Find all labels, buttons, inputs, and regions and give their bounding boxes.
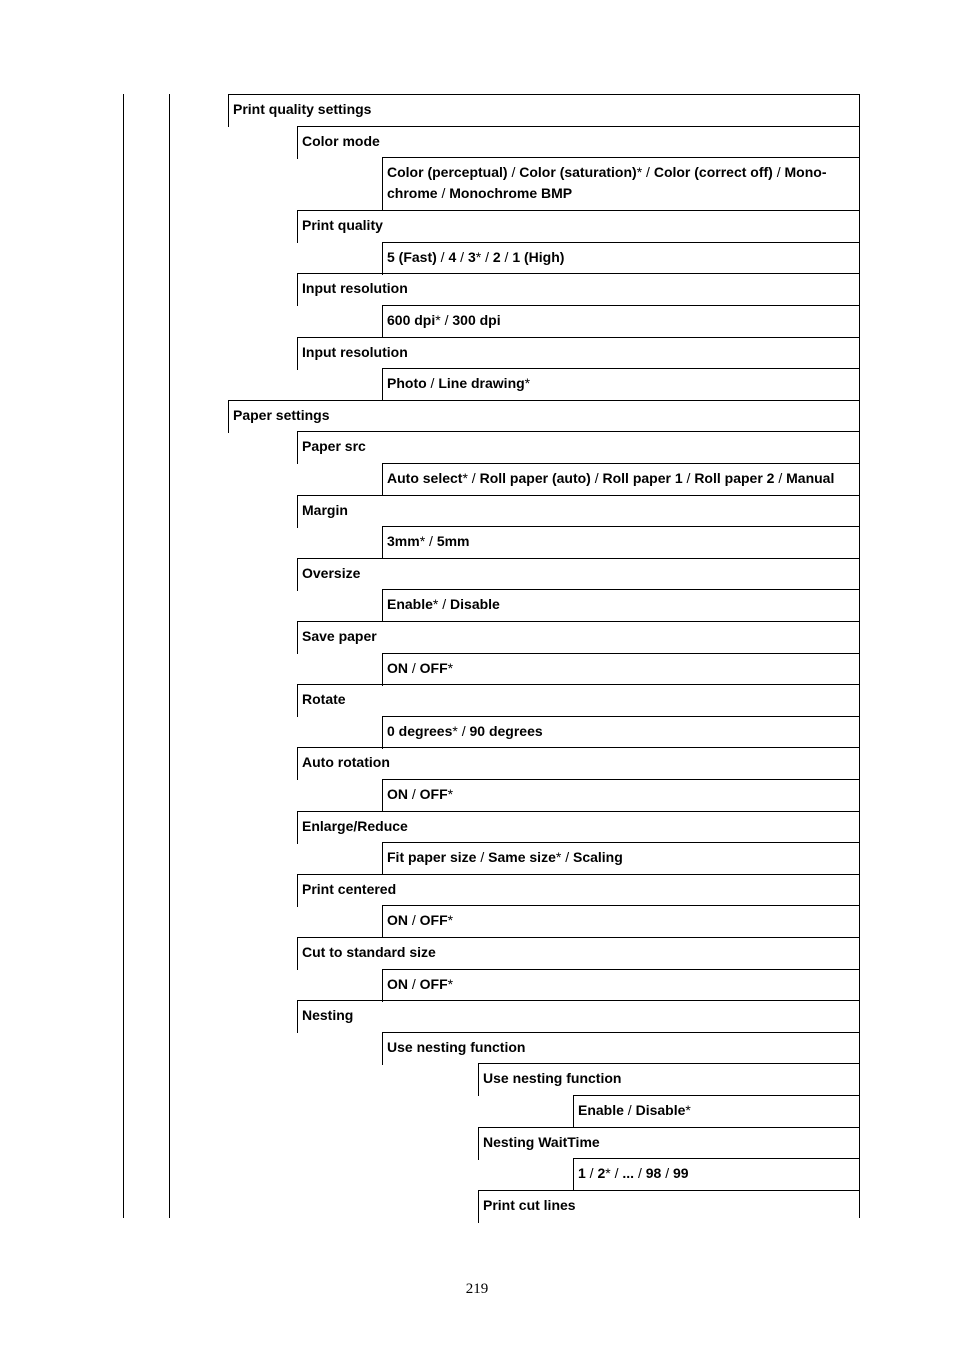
option-value: 600 dpi (387, 312, 436, 328)
row-border (382, 589, 860, 590)
default-marker: * (452, 723, 458, 739)
row-border (478, 1063, 860, 1064)
row-border (382, 463, 860, 464)
cell-border (297, 1000, 298, 1033)
menu-heading: Print quality settings (233, 101, 372, 117)
row-border (297, 874, 860, 875)
row-border (297, 495, 860, 496)
option-value: 2 (492, 249, 501, 265)
row-border (297, 273, 860, 274)
menu-heading: Oversize (302, 565, 361, 581)
option-separator: / (661, 1165, 673, 1181)
cell-border (228, 400, 229, 433)
row-border (382, 842, 860, 843)
row-border (297, 126, 860, 127)
default-marker: * (636, 164, 643, 180)
row-border (573, 1095, 860, 1096)
row-border (382, 653, 860, 654)
cell-border (382, 463, 383, 496)
cell-border (297, 747, 298, 780)
option-value: 4 (448, 249, 457, 265)
option-separator: / (500, 249, 513, 265)
option-separator: / (408, 976, 420, 992)
row-border (382, 1032, 860, 1033)
option-value: Enable (578, 1102, 624, 1118)
menu-heading: Paper src (302, 438, 366, 454)
option-value: Manual (786, 470, 835, 486)
cell-border (297, 937, 298, 970)
menu-heading: Input resolution (302, 344, 408, 360)
row-border (478, 1127, 860, 1128)
option-value: 90 degrees (469, 723, 543, 739)
menu-options (387, 721, 855, 742)
row-border (297, 684, 860, 685)
row-border (297, 210, 860, 211)
option-value: Same size (488, 849, 556, 865)
option-value: 5 (Fast) (387, 249, 437, 265)
menu-heading: Auto rotation (302, 754, 390, 770)
row-border (478, 1190, 860, 1191)
menu-heading: Cut to standard size (302, 944, 436, 960)
option-separator: / (507, 164, 520, 180)
cell-border (297, 684, 298, 717)
row-border (228, 400, 860, 401)
row-border (382, 716, 860, 717)
default-marker: * (447, 912, 454, 928)
cell-border (382, 969, 383, 1002)
option-separator: / (623, 1102, 636, 1118)
row-border (297, 1000, 860, 1001)
option-separator: / (774, 470, 787, 486)
option-separator: / (561, 849, 573, 865)
default-marker: * (447, 660, 454, 676)
cell-border (297, 811, 298, 844)
menu-options (387, 910, 855, 931)
option-separator: / (682, 470, 695, 486)
option-value: Roll paper (auto) (479, 470, 591, 486)
default-marker: * (447, 976, 454, 992)
option-value: 3mm (387, 533, 420, 549)
row-border (382, 368, 860, 369)
cell-border (297, 210, 298, 243)
row-border (228, 94, 860, 95)
option-value: Line drawing (438, 375, 525, 391)
menu-options (387, 468, 855, 489)
cell-border (382, 242, 383, 275)
menu-heading: Use nesting function (387, 1039, 526, 1055)
option-separator: / (467, 470, 480, 486)
cell-border (297, 621, 298, 654)
row-border (573, 1158, 860, 1159)
menu-heading: Print cut lines (483, 1197, 576, 1213)
menu-options (387, 594, 855, 615)
row-border (297, 337, 860, 338)
cell-border (297, 273, 298, 306)
menu-heading: Use nesting function (483, 1070, 622, 1086)
cell-border (382, 779, 383, 812)
default-marker: * (447, 786, 454, 802)
default-marker: * (462, 470, 468, 486)
cell-border (382, 1032, 383, 1065)
row-border (382, 305, 860, 306)
menu-options (387, 784, 855, 805)
row-border (297, 558, 860, 559)
option-value: Roll paper 1 (602, 470, 683, 486)
menu-heading: Margin (302, 502, 348, 518)
cell-border (297, 495, 298, 528)
menu-options (578, 1163, 855, 1184)
option-separator: / (456, 249, 468, 265)
option-value: Disable (635, 1102, 686, 1118)
default-marker: * (432, 596, 439, 612)
row-border (382, 526, 860, 527)
cell-border (382, 589, 383, 622)
option-separator: / (425, 533, 437, 549)
default-marker: * (475, 249, 482, 265)
menu-heading: Nesting (302, 1007, 354, 1023)
cell-border (382, 157, 383, 211)
menu-heading: Paper settings (233, 407, 330, 423)
option-value: OFF (419, 976, 448, 992)
menu-heading: Nesting WaitTime (483, 1134, 600, 1150)
menu-options (387, 247, 855, 268)
option-value: 99 (672, 1165, 689, 1181)
option-value: Color (saturation) (519, 164, 637, 180)
menu-heading: Print quality (302, 217, 383, 233)
default-marker: * (419, 533, 426, 549)
option-value: Scaling (572, 849, 623, 865)
option-value: Photo (387, 375, 427, 391)
menu-options (387, 658, 855, 679)
menu-heading: Input resolution (302, 280, 408, 296)
option-separator: / (634, 1165, 646, 1181)
row-border (382, 779, 860, 780)
menu-options (387, 974, 855, 995)
option-value: OFF (419, 786, 448, 802)
option-separator: / (438, 596, 451, 612)
row-border (297, 621, 860, 622)
cell-border (382, 653, 383, 686)
option-separator: / (426, 375, 439, 391)
cell-border (297, 126, 298, 159)
menu-options (387, 310, 855, 331)
option-value: 300 dpi (452, 312, 501, 328)
option-value: Roll paper 2 (694, 470, 775, 486)
outer-left-border (123, 94, 124, 1218)
cell-border (228, 94, 229, 127)
option-separator: / (476, 849, 489, 865)
cell-border (382, 905, 383, 938)
right-border (859, 94, 860, 1218)
option-value: Enable (387, 596, 433, 612)
option-value: 1 (High) (512, 249, 565, 265)
option-separator: / (408, 660, 420, 676)
option-value: ON (387, 976, 408, 992)
row-border (297, 431, 860, 432)
option-value: ON (387, 660, 408, 676)
option-separator: / (436, 249, 449, 265)
cell-border (297, 431, 298, 464)
option-separator: / (590, 470, 603, 486)
menu-options (578, 1100, 855, 1121)
cell-border (297, 874, 298, 907)
row-border (382, 905, 860, 906)
default-marker: * (555, 849, 562, 865)
cell-border (382, 305, 383, 338)
cell-border (478, 1127, 479, 1160)
cell-border (573, 1095, 574, 1128)
option-separator: / (408, 786, 420, 802)
menu-options (387, 162, 855, 204)
option-separator: / (437, 185, 450, 201)
outer-column-border (169, 94, 170, 1218)
menu-options (387, 373, 855, 394)
option-value: Color (perceptual) (387, 164, 508, 180)
cell-border (382, 716, 383, 749)
option-value: Fit paper size (387, 849, 477, 865)
option-separator: / (610, 1165, 623, 1181)
row-border (382, 969, 860, 970)
option-value: ON (387, 786, 408, 802)
page-number: 219 (465, 1281, 489, 1297)
cell-border (382, 526, 383, 559)
option-separator: / (408, 912, 420, 928)
row-border (297, 937, 860, 938)
menu-heading: Enlarge/Reduce (302, 818, 408, 834)
menu-heading: Rotate (302, 691, 346, 707)
option-value: Monochrome BMP (449, 185, 573, 201)
option-separator: / (440, 312, 453, 328)
option-value: ... (622, 1165, 635, 1181)
cell-border (297, 337, 298, 370)
cell-border (382, 368, 383, 401)
option-value: 5mm (436, 533, 470, 549)
menu-options (387, 531, 855, 552)
option-value: OFF (419, 912, 448, 928)
default-marker: * (685, 1102, 691, 1118)
option-value: Auto select (387, 470, 463, 486)
option-value: 3 (467, 249, 476, 265)
menu-options (387, 847, 855, 868)
option-value: 98 (645, 1165, 662, 1181)
option-value: OFF (419, 660, 448, 676)
row-border (297, 747, 860, 748)
menu-heading: Save paper (302, 628, 377, 644)
row-border (297, 811, 860, 812)
cell-border (382, 842, 383, 875)
cell-border (478, 1190, 479, 1223)
option-separator: / (481, 249, 493, 265)
default-marker: * (605, 1165, 611, 1181)
option-value: Disable (450, 596, 500, 612)
cell-border (297, 558, 298, 591)
option-separator: / (585, 1165, 598, 1181)
option-value: 2 (597, 1165, 606, 1181)
option-separator: / (642, 164, 654, 180)
option-value: ON (387, 912, 408, 928)
cell-border (573, 1158, 574, 1191)
option-value: 1 (578, 1165, 586, 1181)
cell-border (478, 1063, 479, 1096)
row-border (382, 242, 860, 243)
option-separator: / (772, 164, 785, 180)
option-value: chrome (387, 185, 438, 201)
menu-heading: Color mode (302, 133, 380, 149)
option-value: Mono- (784, 164, 827, 180)
row-border (382, 157, 860, 158)
menu-heading: Print centered (302, 881, 397, 897)
option-separator: / (457, 723, 470, 739)
default-marker: * (435, 312, 441, 328)
option-value: Color (correct off) (653, 164, 773, 180)
default-marker: * (524, 375, 531, 391)
option-value: 0 degrees (387, 723, 453, 739)
